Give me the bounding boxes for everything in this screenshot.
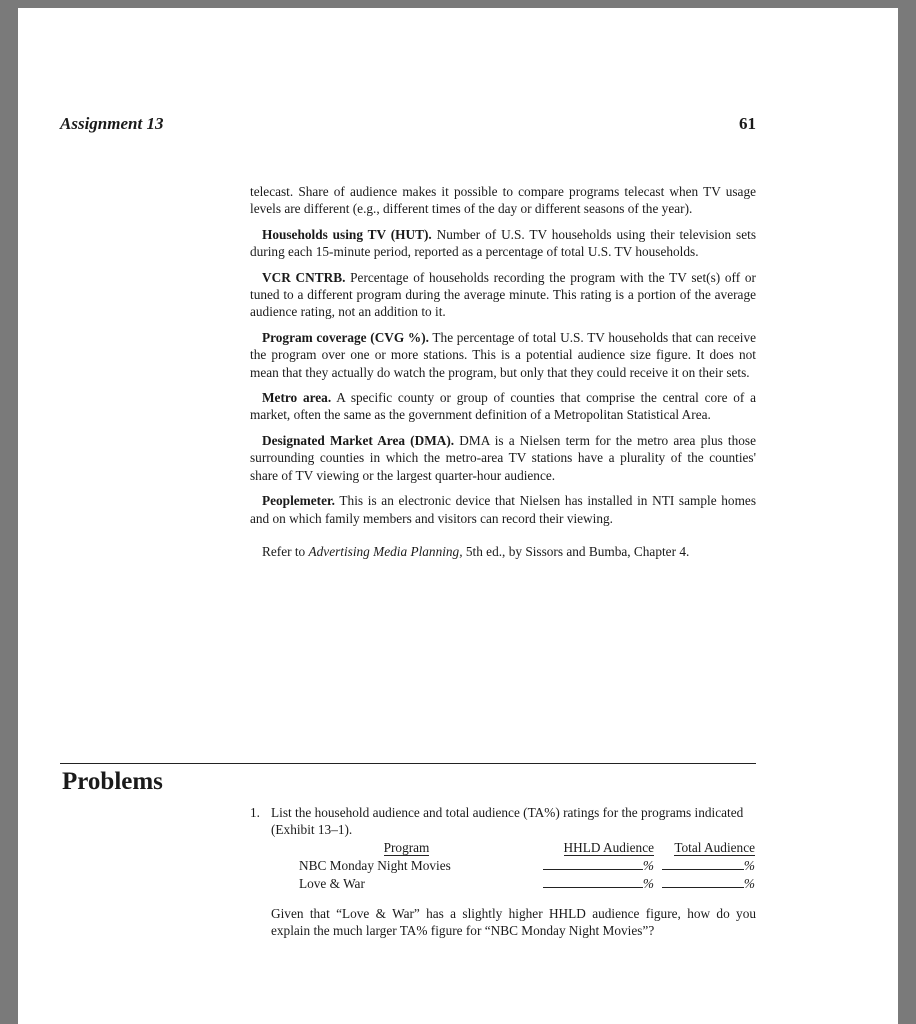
hhld-blank[interactable] (543, 869, 643, 870)
definition-cvg (250, 329, 756, 381)
definition-metro (250, 389, 756, 424)
definition-text: This is an electronic device that Nielsen has installed in NTI sample homes and on which family members and visitors can record their viewing. (250, 493, 756, 526)
problem-number: 1. (250, 805, 260, 820)
definition-term: Program coverage (CVG %). (262, 329, 429, 345)
reference-prefix: Refer to (262, 543, 309, 559)
definition-text: Percentage of households recording the program with the TV set(s) off or tuned to a different program during the average minute. This rating is a portion of the average audience rating, not an addition to it. (250, 269, 756, 320)
program-name: NBC Monday Night Movies (299, 857, 451, 873)
ratings-table (299, 839, 755, 893)
table-row (299, 875, 755, 893)
definition-text: A specific county or group of counties that comprise the central core of a market, often the same as the government definition of a Metropolitan Statistical Area. (250, 390, 757, 423)
problem-followup: Given that “Love & War” has a slightly higher HHLD audience figure, how do you explain the much larger TA% figure for “NBC Monday Night Movies”? (271, 905, 756, 939)
ta-blank[interactable] (662, 869, 744, 870)
definition-text: Number of U.S. TV households using their television sets during each 15-minute period, reported as a percentage of total U.S. TV households. (250, 226, 756, 260)
header-hhld: HHLD Audience (563, 839, 654, 855)
reference-suffix: 5th ed., by Sissors and Bumba, Chapter 4. (462, 543, 690, 559)
definition-text: DMA is a Nielsen term for the metro area plus those surrounding counties in which the metro-area TV stations have a plurality of the counties' share of TV viewing or the largest quarter-hour audience. (250, 432, 757, 483)
section-divider (60, 763, 756, 764)
header-program: Program (383, 839, 430, 855)
reference-paragraph (250, 543, 756, 560)
definition-peoplemeter (250, 492, 756, 527)
program-name: Love & War (299, 875, 365, 891)
intro-paragraph: telecast. Share of audience makes it possible to compare programs telecast when TV usage levels are different (e.g., different times of the day or different seasons of the year). (250, 184, 756, 217)
section-title: Problems (62, 768, 163, 795)
reference-title: Advertising Media Planning, (308, 543, 463, 559)
definition-term: Metro area. (262, 390, 332, 406)
problem-prompt: List the household audience and total audience (TA%) ratings for the programs indicated (Exhibit 13–1). (271, 805, 744, 838)
table-header-row (299, 839, 755, 857)
definition-hut (250, 226, 756, 261)
definition-term: VCR CNTRB. (262, 269, 346, 285)
percent-unit: % (642, 857, 654, 873)
table-row (299, 857, 755, 875)
percent-unit: % (642, 875, 654, 891)
percent-unit: % (743, 875, 755, 891)
definition-term: Designated Market Area (DMA). (262, 432, 455, 448)
header-total: Total Audience (674, 839, 755, 855)
problem-1 (250, 804, 756, 940)
running-head: Assignment 13 (60, 114, 164, 133)
definition-vcr (250, 269, 756, 321)
definition-term: Peoplemeter. (262, 493, 335, 509)
definition-dma (250, 432, 756, 484)
definition-term: Households using TV (HUT). (262, 226, 432, 242)
ta-blank[interactable] (662, 887, 744, 888)
body-text (250, 183, 756, 568)
document-page (18, 8, 898, 1024)
hhld-blank[interactable] (543, 887, 643, 888)
percent-unit: % (743, 857, 755, 873)
definition-text: The percentage of total U.S. TV households that can receive the program over one or more stations. This is a potential audience size figure. It does not mean that they actually do watch the program, but only that they could receive it on their sets. (250, 329, 756, 380)
page-number: 61 (739, 114, 756, 133)
